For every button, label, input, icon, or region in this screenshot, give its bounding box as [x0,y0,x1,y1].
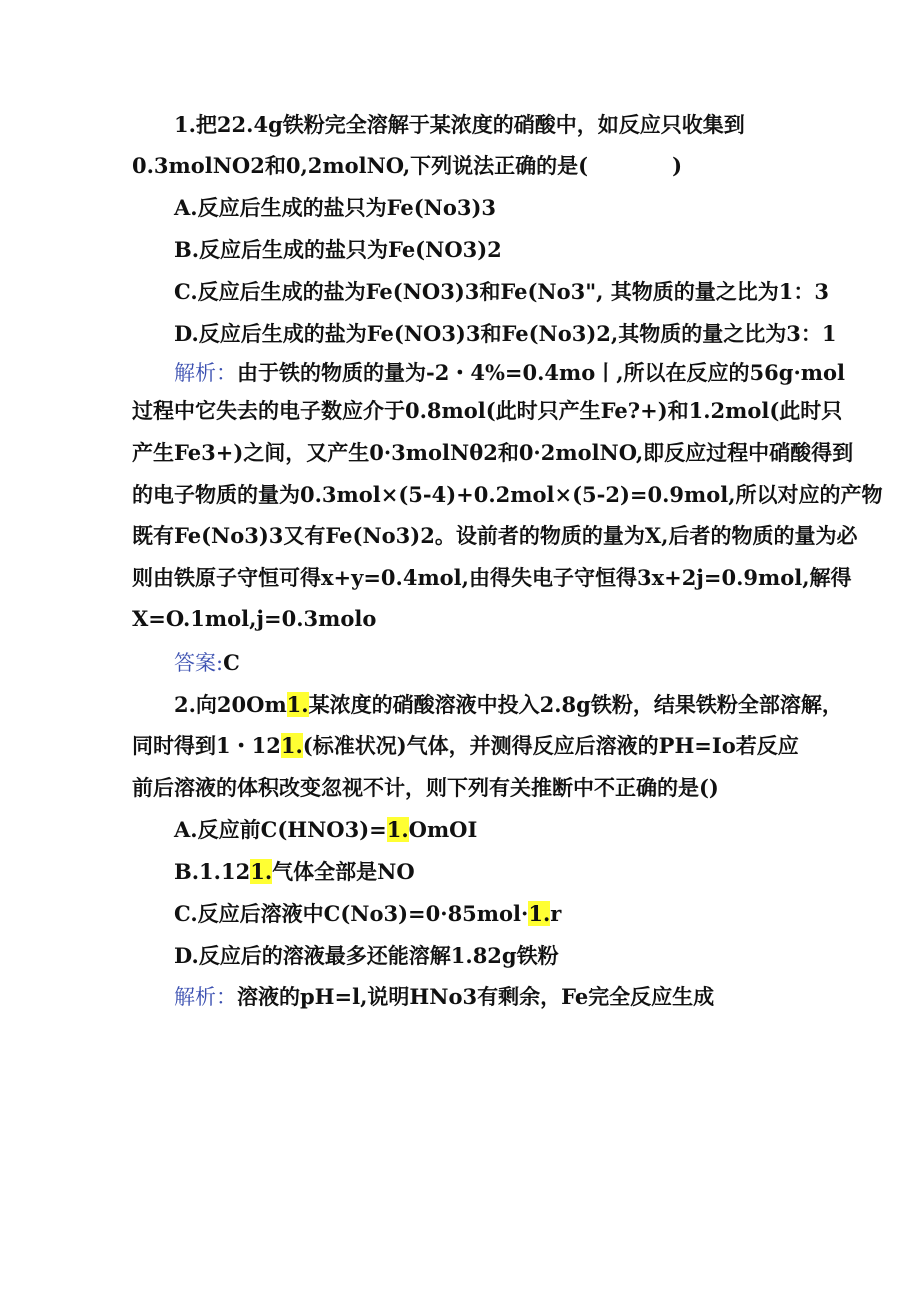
q1-answer-label: 答案: [174,651,224,675]
q2-option-b-b: 气体全部是NO [272,859,415,884]
q1-stem-line-1: 1.把22.4g铁粉完全溶解于某浓度的硝酸中，如反应只收集到 [174,112,745,137]
q1-option-c: C.反应后生成的盐为Fe(NO3)3和Fe(No3", 其物质的量之比为1：3 [174,279,830,304]
q2-option-c [174,901,561,927]
q1-analysis-line-1 [174,360,845,386]
q2-stem-line-1 [174,692,843,718]
q1-analysis-line-6: 则由铁原子守恒可得x+y=0.4mol,由得失电子守恒得3x+2j=0.9mol,解得 [132,565,852,590]
q2-stem-1-highlight: 1. [286,692,309,717]
q2-option-c-highlight: 1. [528,901,551,926]
q2-stem-2-b: (标准状况)气体，并测得反应后溶液的PH=Io若反应 [302,733,799,758]
q2-option-b [174,859,415,885]
q1-answer-line [174,650,240,676]
q2-option-a-a: A.反应前C(HNO3)= [174,817,387,842]
q2-option-b-a: B.1.12 [174,859,251,884]
q1-analysis-text-1: 由于铁的物质的量为-2・4%=0.4mo丨,所以在反应的56g·mol [237,360,845,385]
q2-analysis-text-1: 溶液的pH=l,说明HNo3有剩余，Fe完全反应生成 [237,984,715,1009]
q2-option-d: D.反应后的溶液最多还能溶解1.82g铁粉 [174,943,559,968]
q2-stem-2-highlight: 1. [280,733,303,758]
q2-stem-line-2 [132,733,799,759]
q1-option-d: D.反应后生成的盐为Fe(NO3)3和Fe(No3)2,其物质的量之比为3：1 [174,321,837,346]
q1-analysis-line-7: X=O.1mol,j=0.3molo [132,606,377,631]
q1-analysis-line-5: 既有Fe(No3)3又有Fe(No3)2。设前者的物质的量为X,后者的物质的量为必 [132,523,858,548]
q1-stem-line-2: 0.3molNO2和0,2molNO,下列说法正确的是( ) [132,153,683,178]
q1-option-a: A.反应后生成的盐只为Fe(No3)3 [174,195,497,220]
q2-stem-2-a: 同时得到1・12 [132,733,281,758]
q2-option-c-b: r [550,901,562,926]
q2-stem-1-b: 某浓度的硝酸溶液中投入2.8g铁粉，结果铁粉全部溶解， [308,692,843,717]
q2-stem-1-a: 2.向20Om [174,692,287,717]
q2-option-c-a: C.反应后溶液中C(No3)=0·85mol· [174,901,529,926]
q2-analysis-label: 解析： [174,985,237,1009]
q2-option-b-highlight: 1. [250,859,273,884]
q1-analysis-line-3: 产生Fe3+)之间，又产生0·3molNθ2和0·2molNO,即反应过程中硝酸得到 [132,440,854,465]
q2-stem-line-3: 前后溶液的体积改变忽视不计，则下列有关推断中不正确的是() [132,775,719,800]
q2-option-a-b: OmOI [408,817,478,842]
q2-option-a-highlight: 1. [386,817,409,842]
q2-analysis-line-1 [174,984,714,1010]
q1-analysis-label: 解析： [174,361,237,385]
q1-analysis-line-2: 过程中它失去的电子数应介于0.8mol(此时只产生Fe?+)和1.2mol(此时只 [132,398,843,423]
q1-analysis-line-4: 的电子物质的量为0.3mol×(5-4)+0.2mol×(5-2)=0.9mol,所以对应的产物 [132,482,883,507]
q2-option-a [174,817,477,843]
q1-option-b: B.反应后生成的盐只为Fe(NO3)2 [174,237,502,262]
q1-answer-value: C [223,650,240,675]
